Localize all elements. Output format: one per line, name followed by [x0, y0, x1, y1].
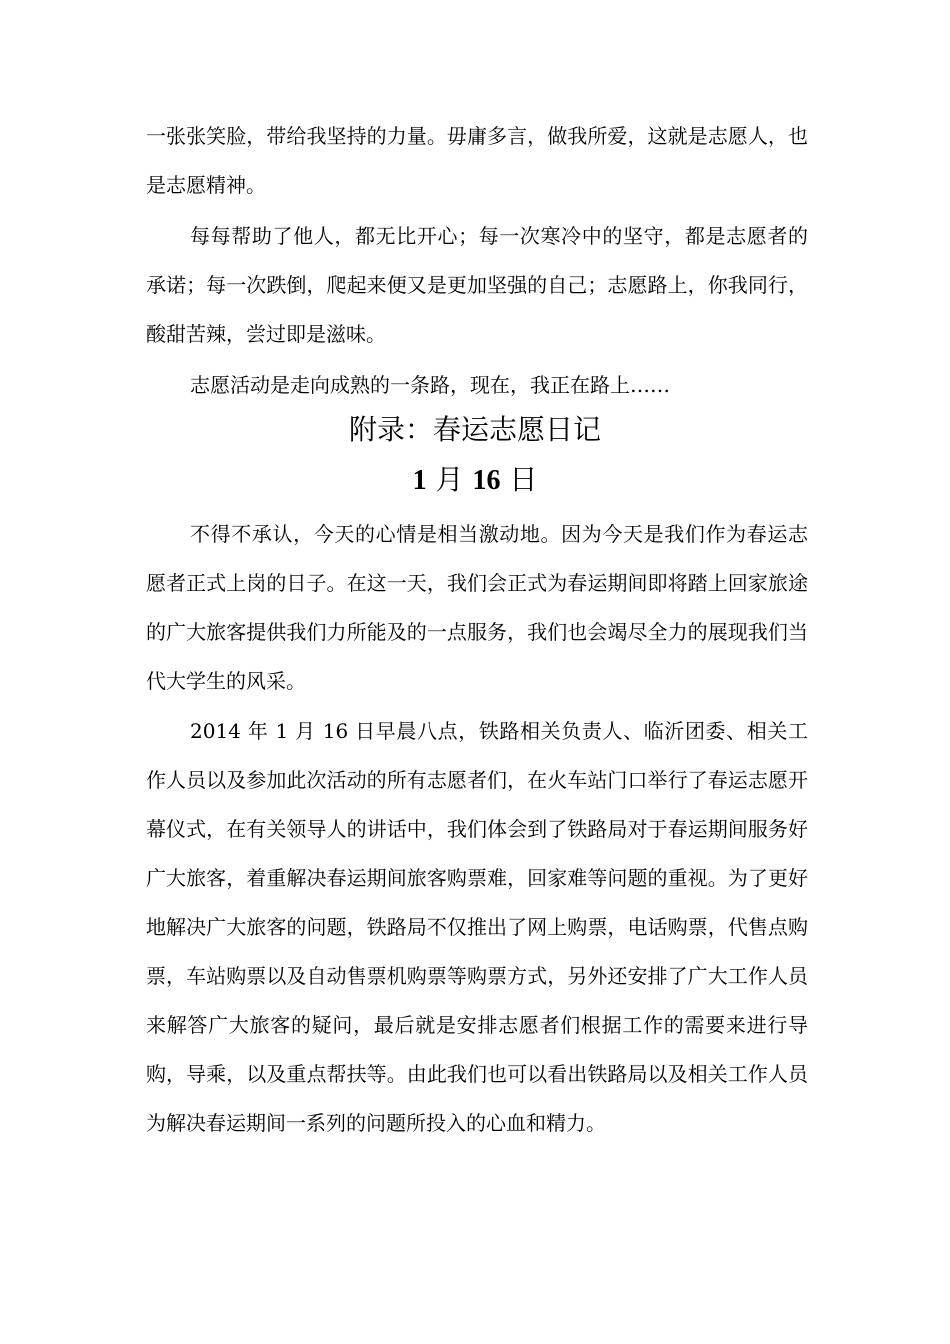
paragraph-diary-2: 2014 年 1 月 16 日早晨八点，铁路相关负责人、临沂团委、相关工作人员以及参加此次活动的所有志愿者们，在火车站门口举行了春运志愿开幕仪式，在有关领导人的讲话中，我们体会到了铁路局对于春运期间服务好广大旅客，着重解决春运期间旅客购票难，回家难等问题的重视。为了更好地解决广大旅客的问题，铁路局不仅推出了网上购票，电话购票，代售点购票，车站购票以及自动售票机购票等购票方式，另外还安排了广大工作人员来解答广大旅客的疑问，最后就是安排志愿者们根据工作的需要来进行导购，导乘，以及重点帮扶等。由此我们也可以看出铁路局以及相关工作人员为解决春运期间一系列的问题所投入的心血和精力。 [146, 719, 808, 1135]
date-day-number: 16 [472, 465, 501, 496]
date-month-char: 月 [426, 463, 473, 496]
paragraph-closing-2: 每每帮助了他人，都无比开心；每一次寒冷中的坚守，都是志愿者的承诺；每一次跌倒，爬起来便又是更加坚强的自己；志愿路上，你我同行，酸甜苦辣，尝过即是滋味。 [146, 224, 808, 346]
paragraph-diary-1: 不得不承认，今天的心情是相当激动地。因为今天是我们作为春运志愿者正式上岗的日子。在这一天，我们会正式为春运期间即将踏上回家旅途的广大旅客提供我们力所能及的一点服务，我们也会竭尽全力的展现我们当代大学生的风采。 [146, 522, 808, 693]
date-month-number: 1 [412, 465, 427, 496]
paragraph-closing-3: 志愿活动是走向成熟的一条路，现在，我正在路上…… [190, 373, 670, 397]
date-day-char: 日 [500, 463, 538, 496]
diary-date-heading [0, 460, 950, 501]
paragraph-closing-1: 一张张笑脸，带给我坚持的力量。毋庸多言，做我所爱，这就是志愿人，也是志愿精神。 [146, 124, 808, 197]
appendix-title: 附录：春运志愿日记 [348, 413, 601, 446]
